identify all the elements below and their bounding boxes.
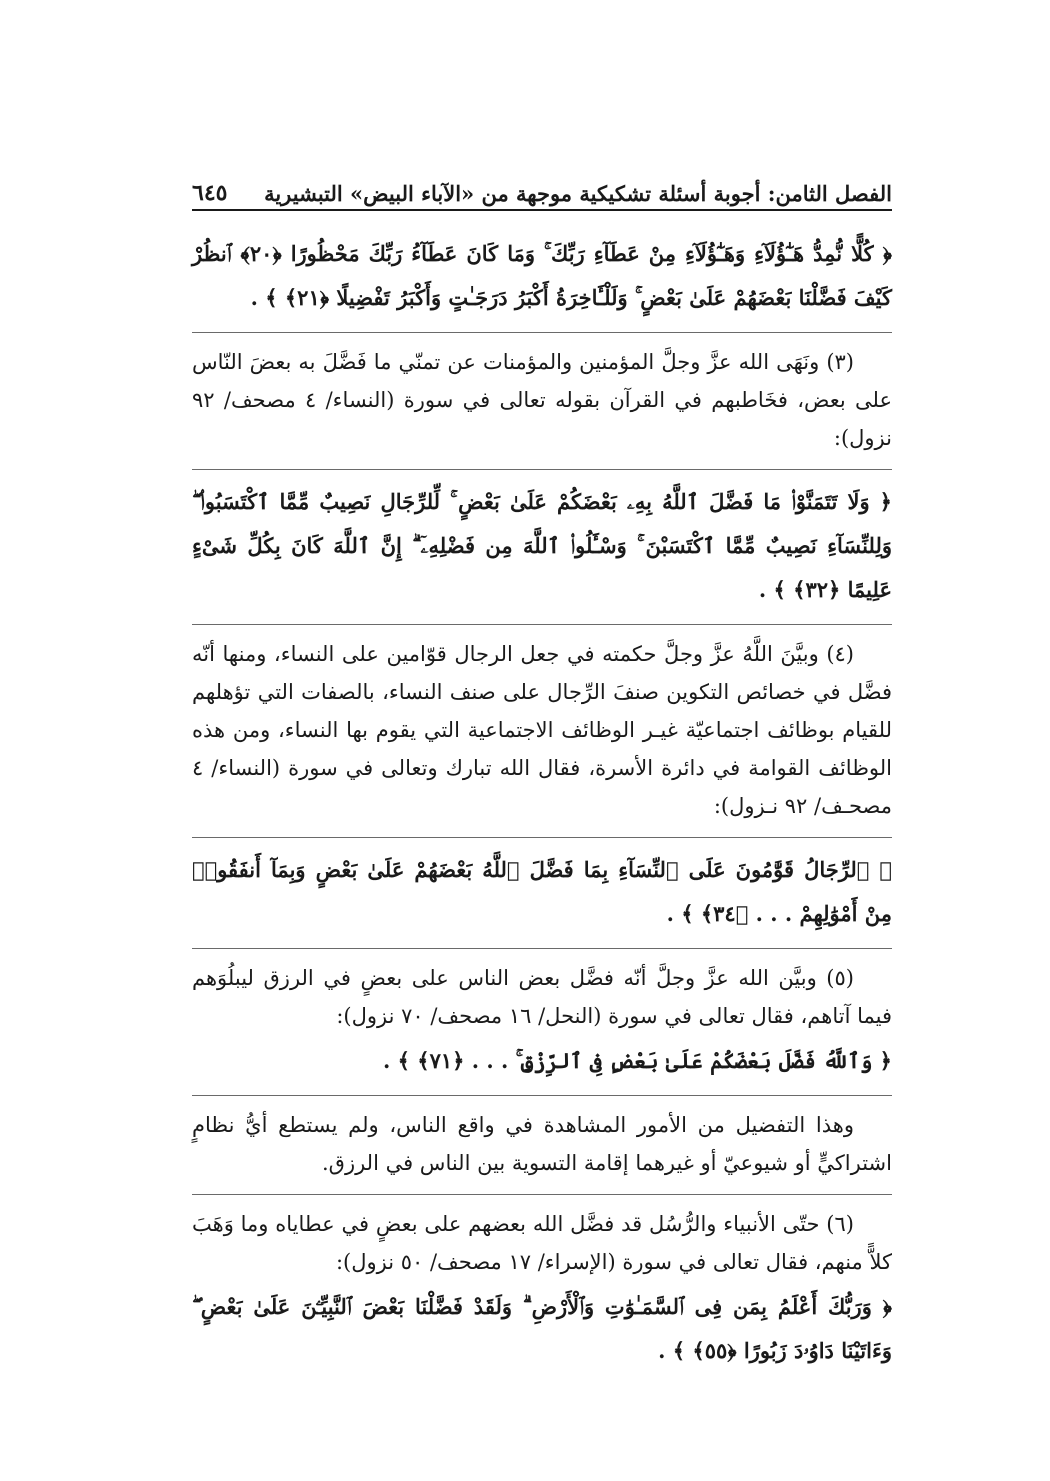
quran-verse-block: ﴿ كُلًّا نُّمِدُّ هَـٰٓؤُلَآءِ وَهَـٰٓؤُلَآءِ مِنْ عَطَآءِ رَبِّكَ ۚ وَمَا كَانَ عَطَآءُ رَبِّكَ مَحْظُورًا ﴿٢٠﴾ ٱنظُرْ كَيْفَ فَضَّلْنَا بَعْضَهُمْ عَلَىٰ بَعْضٍ ۚ وَلَلْـَٔاخِرَةُ أَكْبَرُ دَرَجَـٰتٍ وَأَكْبَرُ تَفْضِيلًا ﴿٢١﴾ ﴾ . — [192, 241, 892, 310]
block-divider — [192, 469, 892, 470]
quran-verse-block: ﴿ وَٱللَّهُ فَضَّلَ بَعْضَكُمْ عَلَىٰ بَعْضٍ فِى ٱلرِّزْقِ ۚ . . . ﴿٧١﴾ ﴾ . — [383, 1048, 892, 1073]
block-divider — [192, 624, 892, 625]
paragraph: وهذا التفضيل من الأمور المشاهدة في واقع الناس، ولم يستطع أيُّ نظامٍ اشتراكيٍّ أو شيوعيّ أو غيرهما إقامة التسوية بين الناس في الرزق. — [192, 1113, 892, 1175]
block-divider — [192, 837, 892, 838]
header-divider — [192, 209, 892, 211]
running-header — [192, 170, 892, 206]
page-number: ٦٤٥ — [192, 180, 228, 206]
paragraph: (٤) وبيَّنَ اللَّهُ عزَّ وجلَّ حكمته في جعل الرجال قوّامين على النساء، ومنها أنّه فضَّل في خصائص التكوين صنفَ الرِّجال على صنف النساء، بالصفات التي تؤهلهم للقيام بوظائف اجتماعيّة غيـر الوظائف الاجتماعية التي يقوم بها النساء، ومن هذه الوظائف القوامة في دائرة الأسرة، فقال الله تبارك وتعالى في سورة (النساء/ ٤ مصحـف/ ٩٢ نـزول): — [192, 642, 892, 818]
page-body — [192, 232, 892, 1373]
quran-verse-block: ﴿ وَلَا تَتَمَنَّوْا۟ مَا فَضَّلَ ٱللَّهُ بِهِۦ بَعْضَكُمْ عَلَىٰ بَعْضٍ ۚ لِّلرِّجَالِ نَصِيبٌ مِّمَّا ٱكْتَسَبُوا۟ ۖ وَلِلنِّسَآءِ نَصِيبٌ مِّمَّا ٱكْتَسَبْنَ ۚ وَسْـَٔلُوا۟ ٱللَّهَ مِن فَضْلِهِۦٓ ۗ إِنَّ ٱللَّهَ كَانَ بِكُلِّ شَىْءٍ عَلِيمًا ﴿٣٢﴾ ﴾ . — [192, 489, 892, 602]
paragraph: (٣) ونَهَى الله عزَّ وجلَّ المؤمنين والمؤمنات عن تمنّي ما فَضَّلَ به بعضَ النّاس على بعض، فخَاطبهم في القرآن بقوله تعالى في سورة (النساء/ ٤ مصحف/ ٩٢ نزول): — [192, 350, 892, 450]
quran-verse-block: ﴿ ٱلرِّجَالُ قَوَّٰمُونَ عَلَى ٱلنِّسَآءِ بِمَا فَضَّلَ ٱللَّهُ بَعْضَهُمْ عَلَىٰ بَعْضٍ وَبِمَآ أَنفَقُوا۟ مِنْ أَمْوَٰلِهِمْ . . . ﴿٣٤﴾ ﴾ . — [192, 857, 892, 926]
paragraph: (٦) حتّى الأنبياء والرُّسُل قد فضَّل الله بعضهم على بعضٍ في عطاياه وما وَهَبَ كلاًّ منهم، فقال تعالى في سورة (الإسراء/ ١٧ مصحف/ ٥٠ نزول): — [192, 1212, 892, 1274]
block-divider — [192, 332, 892, 333]
chapter-title: الفصل الثامن: أجوبة أسئلة تشكيكية موجهة من «الآباء البيض» التبشيرية — [264, 181, 892, 206]
quran-verse-block: ﴿ وَرَبُّكَ أَعْلَمُ بِمَن فِى ٱلسَّمَـٰوَٰتِ وَٱلْأَرْضِ ۗ وَلَقَدْ فَضَّلْنَا بَعْضَ ٱلنَّبِيِّـۧنَ عَلَىٰ بَعْضٍ ۖ وَءَاتَيْنَا دَاوُۥدَ زَبُورًا ﴿٥٥﴾ ﴾ . — [192, 1294, 892, 1363]
block-divider — [192, 1194, 892, 1195]
block-divider — [192, 948, 892, 949]
paragraph: (٥) وبيَّن الله عزَّ وجلَّ أنّه فضَّل بعض الناس على بعضٍ في الرزق ليبلُوَهم فيما آتاهم، فقال تعالى في سورة (النحل/ ١٦ مصحف/ ٧٠ نزول): — [192, 966, 892, 1028]
block-divider — [192, 1095, 892, 1096]
